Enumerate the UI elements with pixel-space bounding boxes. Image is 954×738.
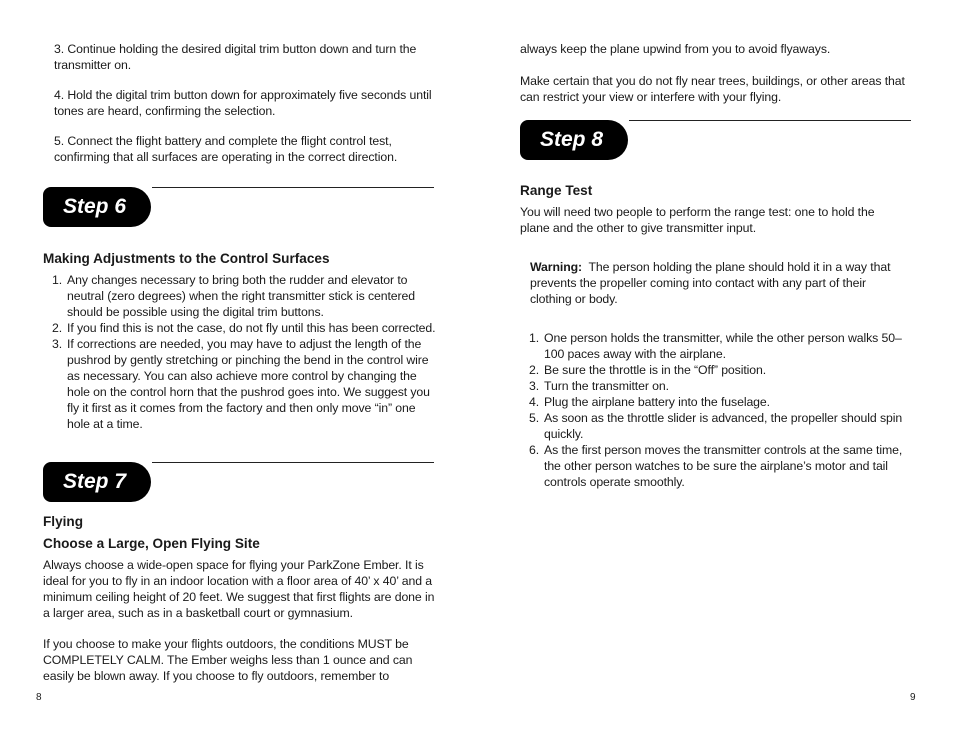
list-item: 1. Any changes necessary to bring both the rudder and elevator to neutral (zero degrees) when the right transmitter stick is centered should be possible using the digital trim buttons. xyxy=(52,273,416,319)
step-7-rule xyxy=(152,462,434,463)
list-item: 4. Plug the airplane battery into the fuselage. xyxy=(529,395,770,409)
site-heading: Choose a Large, Open Flying Site xyxy=(43,536,260,551)
range-test-paragraph: You will need two people to perform the range test: one to hold the plane and the other to give transmitter input. xyxy=(520,205,875,235)
intro-step-5: 5. Connect the flight battery and complete the flight control test, confirming that all surfaces are operating in the correct direction. xyxy=(54,134,398,164)
list-item: 1. One person holds the transmitter, while the other person walks 50–100 paces away with the airplane. xyxy=(529,331,902,361)
intro-step-3: 3. Continue holding the desired digital trim button down and turn the transmitter on. xyxy=(54,42,417,72)
list-item: 3. Turn the transmitter on. xyxy=(529,379,669,393)
page-number-left: 8 xyxy=(36,692,42,703)
site-paragraph-1: Always choose a wide-open space for flying your ParkZone Ember. It is ideal for you to fly in an indoor location with a floor area of 40’ x 40’ and a minimum ceiling height of 20 feet. We suggest that first flights are done in a larger area, such as in a basketball court or gymnasium. xyxy=(43,558,435,620)
step-8-banner xyxy=(520,120,911,166)
flying-heading: Flying xyxy=(43,514,84,529)
range-test-heading: Range Test xyxy=(520,183,593,198)
site-paragraph-2: If you choose to make your flights outdoors, the conditions MUST be COMPLETELY CALM. The Ember weighs less than 1 ounce and can easily be blown away. If you choose to fly outdoors, remember to xyxy=(43,637,413,683)
list-item: 3. If corrections are needed, you may have to adjust the length of the pushrod by gently stretching or pinching the bend in the control wire as necessary. You can also achieve more control by changing the hole on the control horn that the pushrod goes into. We suggest you fly it first as it comes from the factory and then only move “in” one hole at a time. xyxy=(52,337,430,431)
step-8-label: Step 8 xyxy=(520,120,628,160)
step-7-label: Step 7 xyxy=(43,462,151,502)
intro-step-4: 4. Hold the digital trim button down for approximately five seconds until tones are heard, confirming the selection. xyxy=(54,88,432,118)
step-6-list xyxy=(43,272,437,432)
step-6-heading: Making Adjustments to the Control Surfaces xyxy=(43,251,330,266)
list-item: 5. As soon as the throttle slider is advanced, the propeller should spin quickly. xyxy=(529,411,903,441)
continued-paragraph-1: always keep the plane upwind from you to avoid flyaways. xyxy=(520,42,831,56)
step-6-rule xyxy=(152,187,434,188)
right-page xyxy=(477,0,954,738)
range-test-list xyxy=(520,330,904,490)
step-8-rule xyxy=(629,120,911,121)
warning-note xyxy=(530,259,900,307)
step-6-label: Step 6 xyxy=(43,187,151,227)
step-7-banner xyxy=(43,462,434,508)
list-item: 6. As the first person moves the transmitter controls at the same time, the other person watches to be sure the airplane’s motor and tail controls operate smoothly. xyxy=(529,443,903,489)
list-item: 2. If you find this is not the case, do not fly until this has been corrected. xyxy=(52,321,436,335)
warning-text: The person holding the plane should hold it in a way that prevents the propeller coming into contact with any part of their clothing or body. xyxy=(530,260,891,306)
step-6-banner xyxy=(43,187,434,233)
page-number-right: 9 xyxy=(910,692,916,703)
warning-label: Warning: xyxy=(530,260,583,274)
continued-paragraph-2: Make certain that you do not fly near trees, buildings, or other areas that can restrict your view or interfere with your flying. xyxy=(520,74,905,104)
list-item: 2. Be sure the throttle is in the “Off” position. xyxy=(529,363,767,377)
